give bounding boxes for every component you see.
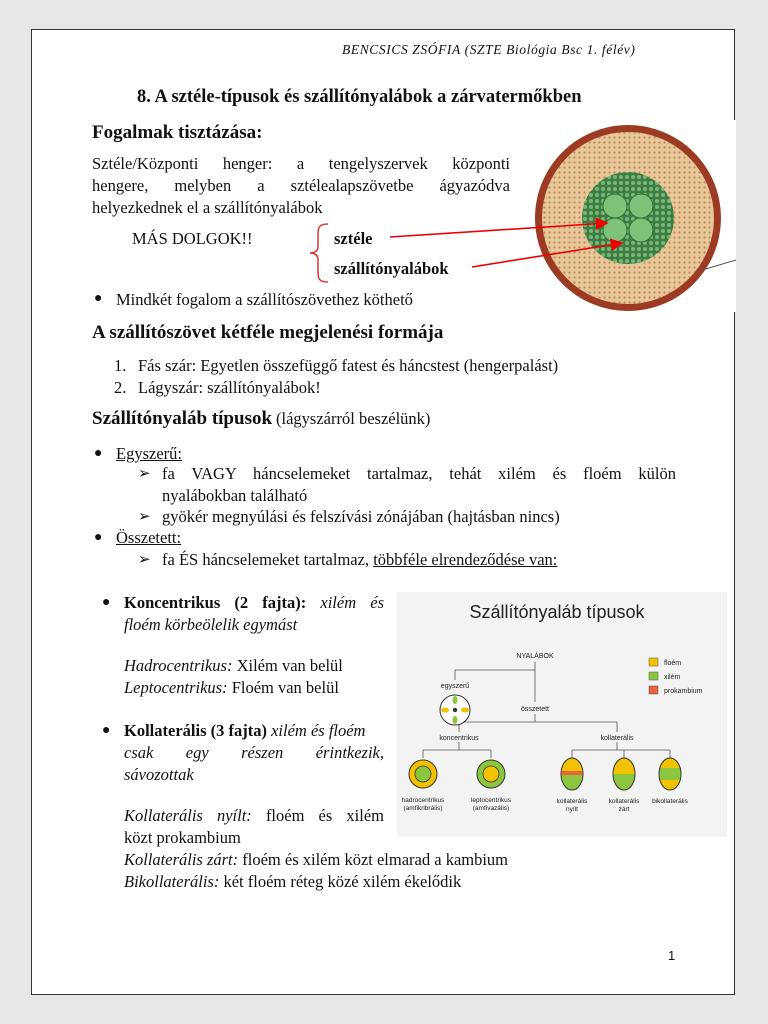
simple-bundle-icon [440,695,470,725]
nyilt-term: Kollaterális nyílt: [124,806,252,825]
kollateralis-desc-3: sávozottak [124,765,194,784]
diagram-egyszeru-label: egyszerű [440,683,470,690]
diagram-root-label: NYALÁBOK [516,653,554,660]
egyszeru-desc-gyoker: gyökér megnyúlási és felszívási zónájában (hajtásban nincs) [162,507,560,526]
diagram-osszetett-label: összetett [520,706,550,713]
koncentrikus-desc-2: floém körbeölelik egymást [124,615,298,634]
bikoll-desc: két floém réteg közé xilém ékelődik [223,872,462,891]
legend-label-prokambium: prokambium [664,688,703,695]
bundle-types-diagram [397,592,727,837]
leptocentrikus-desc: Floém van belül [231,678,339,697]
egyszeru-desc-line-2: nyalábokban található [162,486,308,505]
koncentrikus-line-1 [124,592,384,614]
leaf-hadro-l1: hadrocentrikus [401,797,445,804]
section-heading-nyalab-tipusok [92,408,430,430]
leaf-bikoll-l1: bikollaterális [652,798,688,805]
curly-brace-icon [308,222,332,284]
nyilt-line-1 [124,805,384,827]
definition-line-1: Sztéle/Központi henger: a tengelyszervek központi [92,154,510,173]
arrow-to-bundles-icon [472,243,622,267]
heading-suffix: (lágyszárról beszélünk) [276,409,431,428]
nyilt-desc-2: közt prokambium [124,828,241,847]
leaf-hadro-l2: (amfikribrális) [403,805,443,812]
label-egyszeru: Egyszerű: [116,444,182,463]
leaf-zart-l1: kollaterális [608,798,640,805]
list-number-2: 2. [114,378,127,397]
legend-label-floem: floém [664,660,682,667]
bullet-dot-icon: ● [94,291,103,306]
hadrocentrikus-desc: Xilém van belül [236,656,343,675]
page-title: 8. A sztéle-típusok és szállítónyalábok a zárvatermőkben [137,87,582,107]
diagram-koncentrikus-label: koncentrikus [439,735,479,742]
bullet-mindket: Mindkét fogalom a szállítószövethez köthető [116,290,413,309]
arrow-to-stele-icon [390,223,607,237]
hadrocentrikus-term: Hadrocentrikus: [124,656,233,675]
document-page [31,29,735,995]
zart-term: Kollaterális zárt: [124,850,239,869]
nyilt-desc-1: floém és xilém [265,806,385,825]
hadrocentrikus-line [124,655,343,677]
label-osszetett: Összetett: [116,528,182,547]
leptocentrikus-icon [477,760,505,788]
label-szallitonyalabok: szállítónyalábok [334,259,449,278]
pointer-arrows [382,215,642,285]
koncentrikus-desc-1: xilém és [320,593,384,612]
mas-dolgok-text: MÁS DOLGOK!! [132,229,253,248]
section-heading-szallitoszovet: A szállítószövet kétféle megjelenési formája [92,322,444,343]
arrow-bullet-icon: ➢ [138,552,151,568]
arrow-bullet-icon: ➢ [138,509,151,525]
heading-main: Szállítónyaláb típusok [92,408,273,429]
osszetett-desc-a: fa ÉS háncselemeket tartalmaz, [162,550,370,569]
kollateralis-title: Kollaterális (3 fajta) [124,721,267,740]
bullet-dot-icon: ● [102,723,111,738]
koncentrikus-title: Koncentrikus (2 fajta): [124,593,307,612]
legend-swatch-prokambium [649,686,658,694]
legend-swatch-floem [649,658,658,666]
bikoll-term: Bikollaterális: [124,872,220,891]
kollateralis-line-1 [124,720,365,742]
list-item-fas-szar: Fás szár: Egyetlen összefüggő fatest és háncstest (hengerpalást) [138,356,559,375]
arrow-bullet-icon: ➢ [138,466,151,482]
bikoll-line [124,871,461,893]
leptocentrikus-line [124,677,339,699]
bullet-dot-icon: ● [94,446,103,461]
egyszeru-desc-line-1: fa VAGY háncselemeket tartalmaz, tehát xilém és floém külön [162,464,676,483]
leptocentrikus-term: Leptocentrikus: [124,678,228,697]
leaf-nyilt-l1: kollaterális [556,798,588,805]
definition-line-3: helyezkednek el a szállítónyalábok [92,198,323,217]
page-header: BENCSICS ZSÓFIA (SZTE Biológia Bsc 1. félév) [342,42,636,57]
section-heading-fogalmak: Fogalmak tisztázása: [92,122,263,143]
leaf-nyilt-l2: nyílt [566,806,578,813]
kollateralis-desc-2: csak egy részen érintkezik, [124,743,384,762]
legend-label-xilem: xilém [664,674,681,681]
bullet-dot-icon: ● [94,530,103,545]
osszetett-desc [162,549,557,571]
list-item-lagyszar: Lágyszár: szállítónyalábok! [138,378,321,397]
leaf-lepto-l2: (amfivazális) [472,805,510,812]
leaf-zart-l2: zárt [618,806,630,813]
diagram-title: Szállítónyaláb típusok [469,602,645,622]
list-number-1: 1. [114,356,127,375]
definition-line-2: hengere, melyben a sztélealapszövetbe ágyazódva [92,176,510,195]
zart-line [124,849,508,871]
legend-swatch-xilem [649,672,658,680]
hadrocentrikus-icon [409,760,437,788]
label-stele: sztéle [334,229,373,248]
page-number: 1 [668,948,676,963]
bullet-dot-icon: ● [102,595,111,610]
zart-desc: floém és xilém közt elmarad a kambium [242,850,509,869]
kollateralis-desc-1: xilém és floém [271,721,366,740]
leaf-lepto-l1: leptocentrikus [470,797,512,804]
diagram-kollateralis-label: kollaterális [600,735,634,742]
osszetett-desc-b: többféle elrendeződése van: [373,550,558,569]
